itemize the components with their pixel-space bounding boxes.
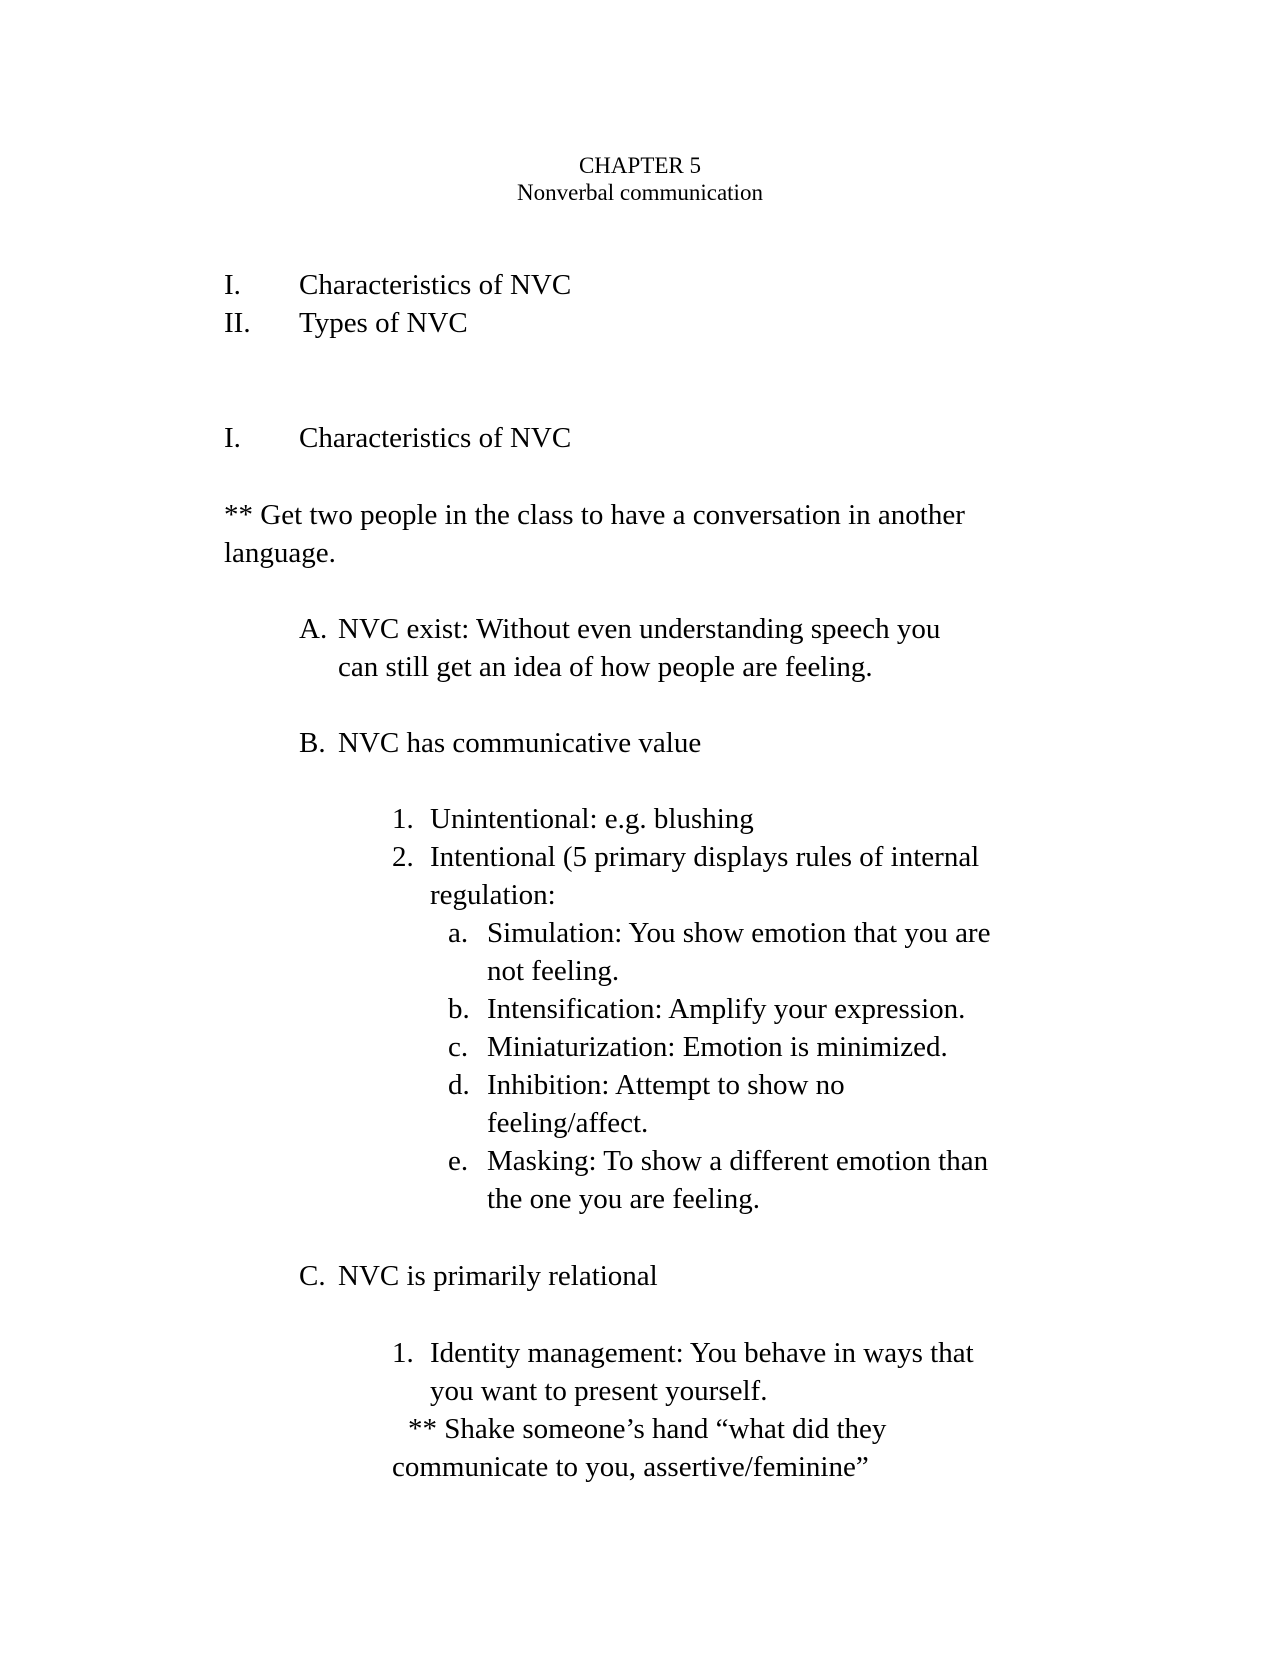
handshake-note: ** Shake someone’s hand “what did they xyxy=(408,1413,887,1445)
outline-number: I. xyxy=(224,269,241,301)
list-marker-b2: 2. xyxy=(392,841,414,873)
list-marker-c: C. xyxy=(299,1260,326,1292)
point-c1-text: Identity management: You behave in ways that xyxy=(430,1337,974,1369)
subpoint-simulation-cont: not feeling. xyxy=(487,955,620,987)
subpoint-intensification: Intensification: Amplify your expression. xyxy=(487,993,966,1025)
point-c-text: NVC is primarily relational xyxy=(338,1260,658,1292)
point-b2-text-cont: regulation: xyxy=(430,879,556,911)
point-b-text: NVC has communicative value xyxy=(338,727,702,759)
subpoint-inhibition-cont: feeling/affect. xyxy=(487,1107,649,1139)
chapter-title: CHAPTER 5 xyxy=(578,153,702,178)
subpoint-miniaturization: Miniaturization: Emotion is minimized. xyxy=(487,1031,948,1063)
list-marker-sub-a: a. xyxy=(448,917,469,949)
list-marker-b1: 1. xyxy=(392,803,414,835)
chapter-subtitle: Nonverbal communication xyxy=(517,180,763,205)
section-heading: Characteristics of NVC xyxy=(299,422,572,454)
outline-item-characteristics: Characteristics of NVC xyxy=(299,269,572,301)
list-marker-sub-b: b. xyxy=(448,993,470,1025)
subpoint-simulation: Simulation: You show emotion that you are xyxy=(487,917,991,949)
activity-note: ** Get two people in the class to have a conversation in another xyxy=(224,499,965,531)
activity-note-cont: language. xyxy=(224,537,336,569)
subpoint-masking: Masking: To show a different emotion than xyxy=(487,1145,989,1177)
point-b1-text: Unintentional: e.g. blushing xyxy=(430,803,754,835)
list-marker-a: A. xyxy=(299,613,328,645)
point-c1-text-cont: you want to present yourself. xyxy=(430,1375,768,1407)
outline-item-types: Types of NVC xyxy=(299,307,468,339)
list-marker-c1: 1. xyxy=(392,1337,414,1369)
point-b2-text: Intentional (5 primary displays rules of internal xyxy=(430,841,980,873)
subpoint-inhibition: Inhibition: Attempt to show no xyxy=(487,1069,845,1101)
section-number: I. xyxy=(224,422,241,454)
point-a-text-cont: can still get an idea of how people are feeling. xyxy=(338,651,873,683)
point-a-text: NVC exist: Without even understanding speech you xyxy=(338,613,941,645)
handshake-note-cont: communicate to you, assertive/feminine” xyxy=(392,1451,869,1483)
list-marker-sub-d: d. xyxy=(448,1069,470,1101)
list-marker-sub-e: e. xyxy=(448,1145,469,1177)
subpoint-masking-cont: the one you are feeling. xyxy=(487,1183,760,1215)
outline-number: II. xyxy=(224,307,251,339)
list-marker-b: B. xyxy=(299,727,326,759)
list-marker-sub-c: c. xyxy=(448,1031,469,1063)
